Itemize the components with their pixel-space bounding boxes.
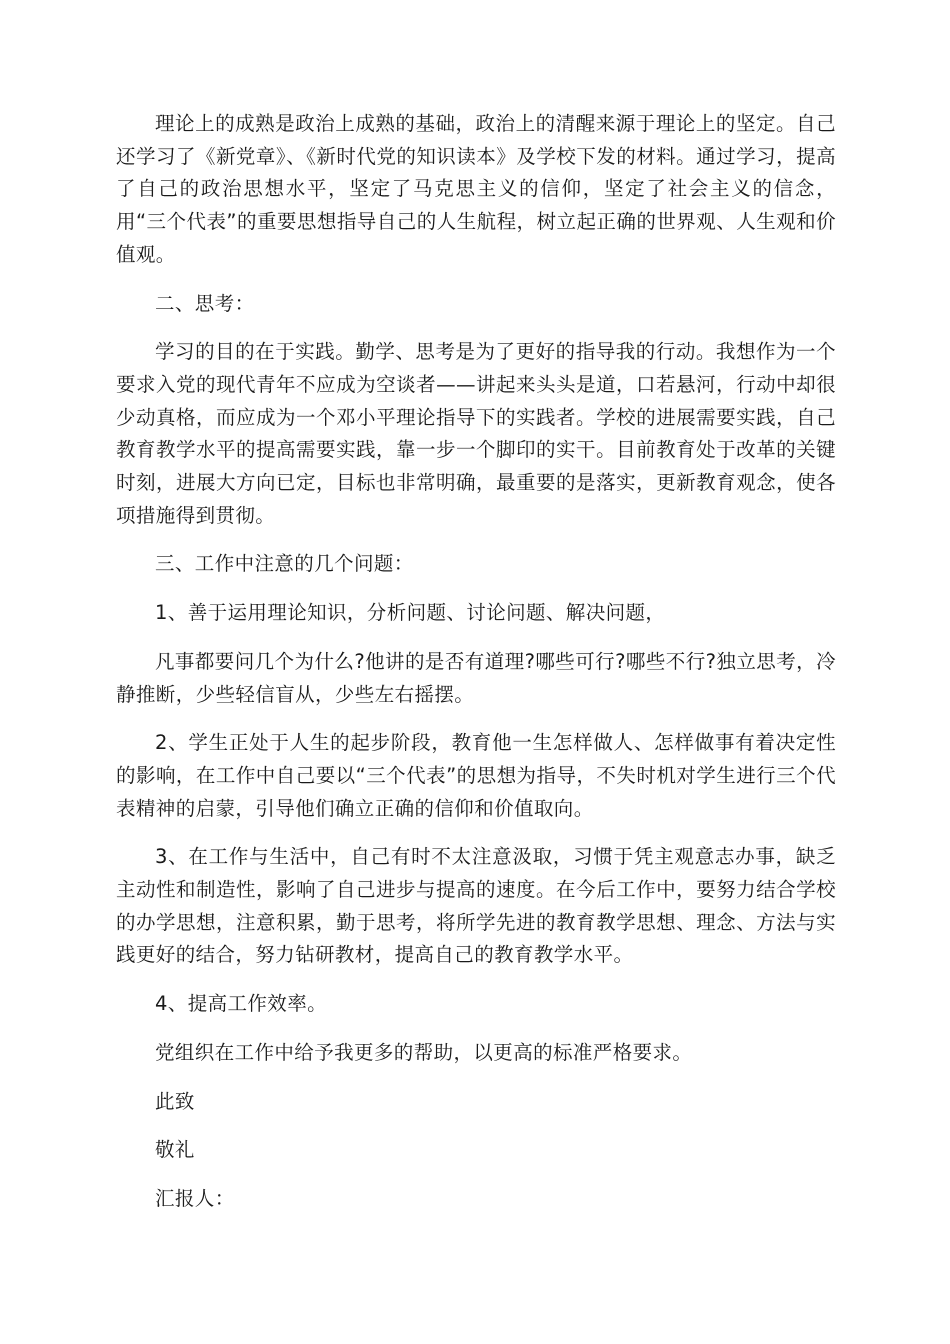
heading-section-three: 三、工作中注意的几个问题： bbox=[155, 552, 414, 576]
item-four: 4、提高工作效率。 bbox=[155, 992, 328, 1016]
paragraph-theory-maturity: 理论上的成熟是政治上成熟的基础，政治上的清醒来源于理论上的坚定。自己还学习了《新党章》、《新时代党的知识读本》及学校下发的材料。通过学习，提高了自己的政治思想水平，坚定了马克思主义的信仰，坚定了社会主义的信念，用“三个代表”的重要思想指导自己的人生航程，树立起正确的世界观、人生观和价值观。 bbox=[116, 112, 836, 266]
heading-section-two: 二、思考： bbox=[155, 291, 255, 315]
reporter-label: 汇报人： bbox=[155, 1186, 235, 1210]
item-one: 1、善于运用理论知识，分析问题、讨论问题、解决问题， bbox=[155, 601, 666, 625]
document-body bbox=[116, 108, 836, 1232]
item-three: 3、在工作与生活中，自己有时不太注意汲取，习惯于凭主观意志办事，缺乏主动性和制造性，影响了自己进步与提高的速度。在今后工作中，要努力结合学校的办学思想，注意积累，勤于思考，将所学先进的教育教学思想、理念、方法与实践更好的结合，努力钻研教材，提高自己的教育教学水平。 bbox=[116, 845, 836, 967]
closing-jingli: 敬礼 bbox=[155, 1138, 195, 1162]
closing-cizhi: 此致 bbox=[155, 1089, 195, 1113]
paragraph-ask-why: 凡事都要问几个为什么?他讲的是否有道理?哪些可行?哪些不行?独立思考，冷静推断，少些轻信盲从，少些左右摇摆。 bbox=[116, 649, 836, 706]
item-two: 2、学生正处于人生的起步阶段，教育他一生怎样做人、怎样做事有着决定性的影响，在工作中自己要以“三个代表”的思想为指导，不失时机对学生进行三个代表精神的启蒙，引导他们确立正确的信仰和价值取向。 bbox=[116, 731, 836, 820]
paragraph-study-practice: 学习的目的在于实践。勤学、思考是为了更好的指导我的行动。我想作为一个要求入党的现代青年不应成为空谈者——讲起来头头是道，口若悬河，行动中却很少动真格，而应成为一个邓小平理论指导下的实践者。学校的进展需要实践，自己教育教学水平的提高需要实践，靠一步一个脚印的实干。目前教育处于改革的关键时刻，进展大方向已定，目标也非常明确，最重要的是落实，更新教育观念，使各项措施得到贯彻。 bbox=[116, 340, 836, 527]
paragraph-party-help: 党组织在工作中给予我更多的帮助，以更高的标准严格要求。 bbox=[155, 1040, 693, 1064]
